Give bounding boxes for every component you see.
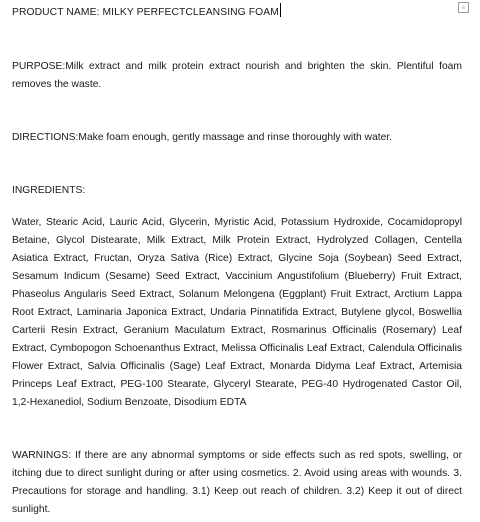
- spacer: [12, 200, 462, 214]
- directions-paragraph: DIRECTIONS:Make foam enough, gently massage and rinse thoroughly with water.: [12, 132, 393, 143]
- purpose-paragraph: PURPOSE:Milk extract and milk protein extract nourish and brighten the skin. Plentiful foam removes the waste.: [12, 61, 462, 90]
- spacer: [12, 147, 462, 182]
- ingredients-paragraph: Water, Stearic Acid, Lauric Acid, Glycerin, Myristic Acid, Potassium Hydroxide, Cocamidopropyl Betaine, Glycol Distearate, Milk Extract, Milk Protein Extract, Hydrolyzed Collagen, Centella Asiatica Extract, Fructan, Oryza Sativa (Rice) Extract, Glycine Soja (Soybean) Seed Extract, Sesamum Indicum (Sesame) Seed Extract, Vaccinium Angustifolium (Blueberry) Fruit Extract, Phaseolus Angularis Seed Extract, Solanum Melongena (Eggplant) Fruit Extract, Arctium Lappa Root Extract, Laminaria Japonica Extract, Undaria Pinnatifida Extract, Butylene glycol, Boswellia Carterii Resin Extract, Geranium Maculatum Extract, Rosmarinus Officinalis (Rosemary) Leaf Extract, Cymbopogon Schoenanthus Extract, Melissa Officinalis Leaf Extract, Calendula Officinalis Flower Extract, Salvia Officinalis (Sage) Leaf Extract, Monarda Didyma Leaf Extract, Artemisia Princeps Leaf Extract, PEG-100 Stearate, Glyceryl Stearate, PEG-40 Hydrogenated Castor Oil, 1,2-Hexanediol, Sodium Benzoate, Disodium EDTA: [12, 217, 462, 408]
- ingredients-heading: INGREDIENTS:: [12, 185, 86, 196]
- product-name-text: PRODUCT NAME: MILKY PERFECTCLEANSING FOAM: [12, 7, 279, 18]
- text-cursor: [280, 3, 281, 17]
- warnings-paragraph: WARNINGS: If there are any abnormal symptoms or side effects such as red spots, swelling, or itching due to direct sunlight during or after using cosmetics. 2. Avoid using areas with wounds. 3. Precautions for storage and handling. 3.1) Keep out reach of children. 3.2) Keep it out of direct sunlight.: [12, 450, 462, 515]
- document-body[interactable]: [12, 3, 462, 519]
- spacer: [12, 412, 462, 447]
- spacer: [12, 22, 462, 58]
- spacer: [12, 94, 462, 129]
- product-name-line[interactable]: [12, 3, 462, 22]
